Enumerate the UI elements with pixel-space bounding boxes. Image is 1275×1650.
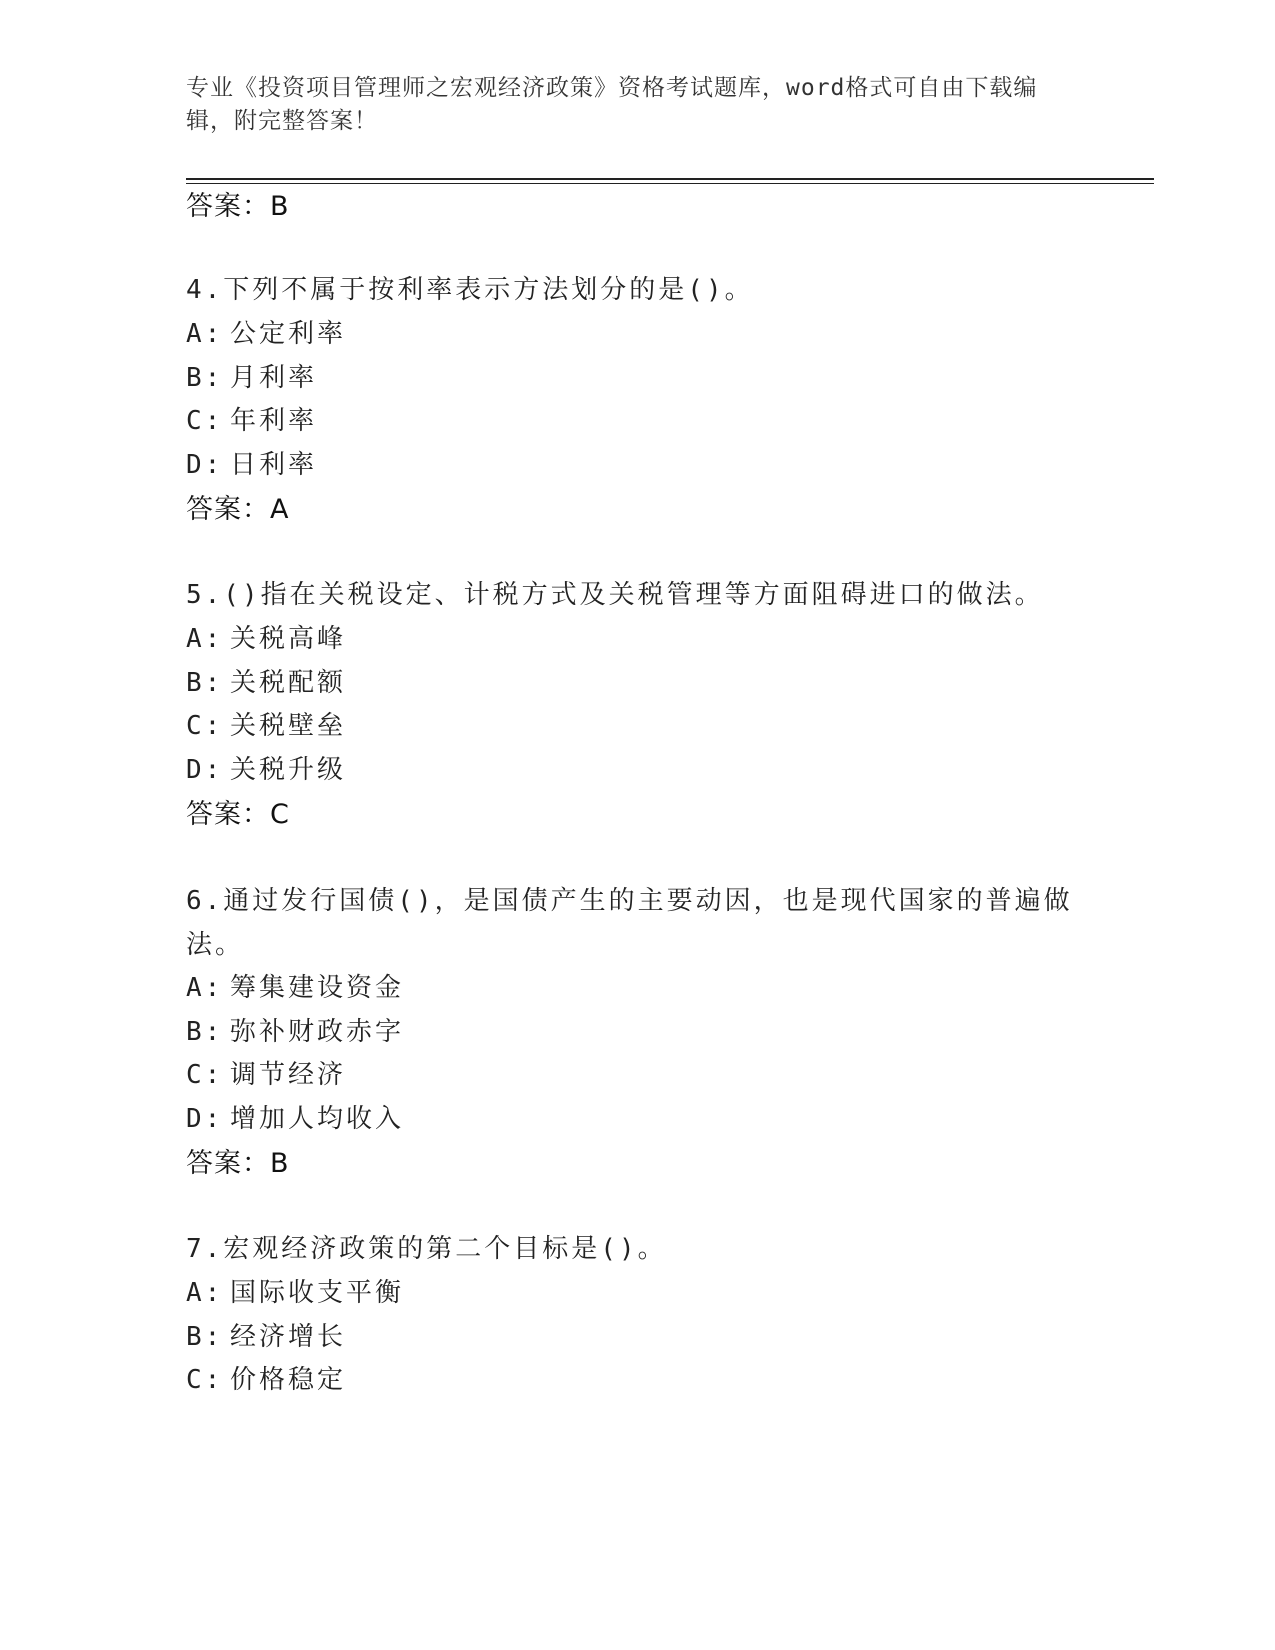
- question-5-option-b: B: 关税配额: [186, 668, 347, 698]
- question-6-option-c: C: 调节经济: [186, 1060, 347, 1090]
- question-5-answer: 答案：C: [186, 799, 290, 830]
- question-6-stem: 6.通过发行国债()，是国债产生的主要动因，也是现代国家的普遍做: [186, 886, 1073, 916]
- question-7-option-a: A: 国际收支平衡: [186, 1278, 405, 1308]
- header-line-1: 专业《投资项目管理师之宏观经济政策》资格考试题库，word格式可自由下载编: [186, 75, 1038, 101]
- question-4-answer: 答案：A: [186, 494, 290, 525]
- document-header: [186, 72, 1066, 138]
- question-4-option-c: C: 年利率: [186, 406, 318, 436]
- question-6-stem-cont: 法。: [186, 930, 245, 960]
- question-4-stem: 4.下列不属于按利率表示方法划分的是()。: [186, 275, 754, 305]
- question-7-option-b: B: 经济增长: [186, 1322, 347, 1352]
- question-6-option-a: A: 筹集建设资金: [186, 973, 405, 1003]
- answer-prev: 答案：B: [186, 191, 290, 222]
- question-6-option-b: B: 弥补财政赤字: [186, 1017, 405, 1047]
- header-rule-thick: [186, 178, 1154, 180]
- question-6-option-d: D: 增加人均收入: [186, 1104, 405, 1134]
- question-5-option-d: D: 关税升级: [186, 755, 347, 785]
- question-5-option-c: C: 关税壁垒: [186, 711, 347, 741]
- question-6-answer: 答案：B: [186, 1148, 290, 1179]
- question-4-option-b: B: 月利率: [186, 363, 318, 393]
- question-7-stem: 7.宏观经济政策的第二个目标是()。: [186, 1234, 667, 1264]
- question-4-option-a: A: 公定利率: [186, 319, 347, 349]
- header-line-2: 辑，附完整答案！: [186, 108, 378, 134]
- question-5-option-a: A: 关税高峰: [186, 624, 347, 654]
- header-rule-thin: [186, 183, 1154, 184]
- question-7-option-c: C: 价格稳定: [186, 1365, 347, 1395]
- question-5-stem: 5.()指在关税设定、计税方式及关税管理等方面阻碍进口的做法。: [186, 580, 1044, 610]
- question-4-option-d: D: 日利率: [186, 450, 318, 480]
